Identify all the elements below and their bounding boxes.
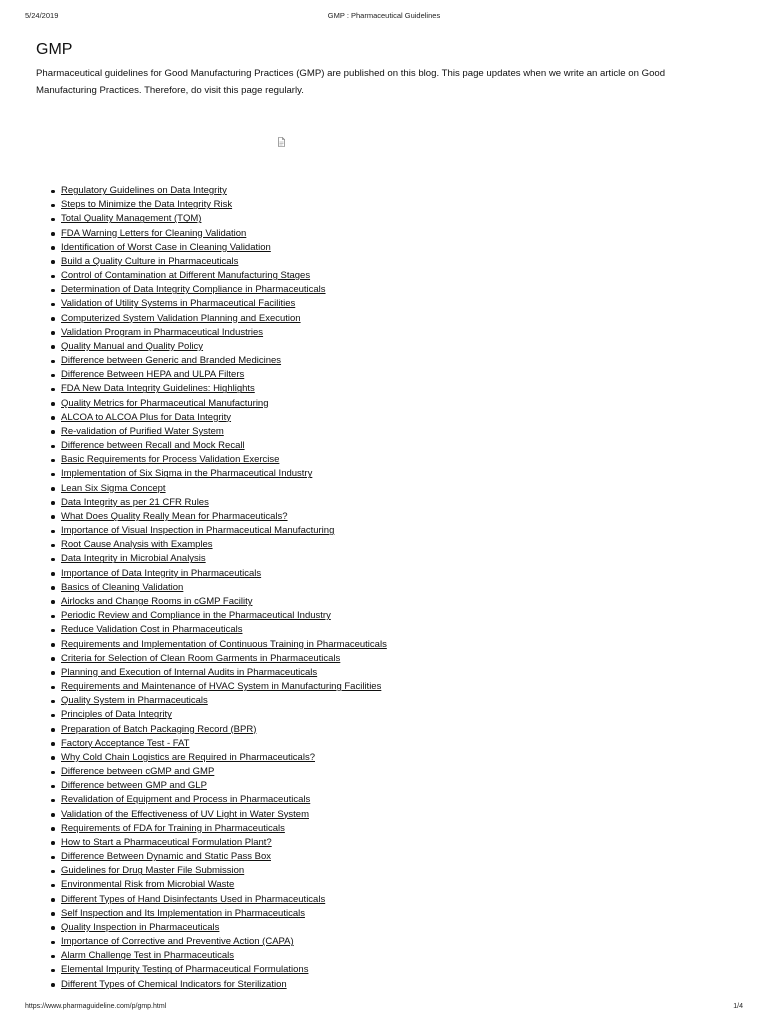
list-item xyxy=(61,595,387,609)
article-link[interactable]: Lean Six Sigma Concept xyxy=(61,482,166,494)
article-link[interactable]: Preparation of Batch Packaging Record (BPR) xyxy=(61,723,257,735)
list-item xyxy=(61,737,387,751)
list-item xyxy=(61,850,387,864)
list-item xyxy=(61,411,387,425)
article-link[interactable]: Airlocks and Change Rooms in cGMP Facility xyxy=(61,595,253,607)
article-link[interactable]: Reduce Validation Cost in Pharmaceuticals xyxy=(61,624,243,636)
article-link[interactable]: Requirements and Implementation of Continuous Training in Pharmaceuticals xyxy=(61,638,387,650)
list-item xyxy=(61,623,387,637)
list-item xyxy=(61,482,387,496)
article-link[interactable]: Difference between Recall and Mock Recall xyxy=(61,440,245,452)
list-item xyxy=(61,567,387,581)
article-link[interactable]: Alarm Challenge Test in Pharmaceuticals xyxy=(61,950,235,962)
list-item xyxy=(61,779,387,793)
list-item xyxy=(61,708,387,722)
article-link[interactable]: Requirements and Maintenance of HVAC System in Manufacturing Facilities xyxy=(61,681,382,693)
article-link[interactable]: Planning and Execution of Internal Audits in Pharmaceuticals xyxy=(61,666,318,678)
article-link[interactable]: Determination of Data Integrity Compliance in Pharmaceuticals xyxy=(61,284,326,296)
article-link[interactable]: Importance of Data Integrity in Pharmaceuticals xyxy=(61,567,262,579)
article-link[interactable]: Revalidation of Equipment and Process in Pharmaceuticals xyxy=(61,794,311,806)
list-item xyxy=(61,439,387,453)
list-item xyxy=(61,907,387,921)
article-link[interactable]: Difference between GMP and GLP xyxy=(61,780,207,792)
article-link[interactable]: Difference between cGMP and GMP xyxy=(61,766,215,778)
article-link[interactable]: Requirements of FDA for Training in Pharmaceuticals xyxy=(61,822,285,834)
article-link[interactable]: Steps to Minimize the Data Integrity Risk xyxy=(61,199,233,211)
list-item xyxy=(61,496,387,510)
list-item xyxy=(61,921,387,935)
article-link[interactable]: ALCOA to ALCOA Plus for Data Integrity xyxy=(61,411,232,423)
article-link[interactable]: Re-validation of Purified Water System xyxy=(61,425,224,437)
article-link[interactable]: Identification of Worst Case in Cleaning Validation xyxy=(61,241,271,253)
list-item xyxy=(61,680,387,694)
article-link[interactable]: Guidelines for Drug Master File Submission xyxy=(61,865,245,877)
article-link[interactable]: What Does Quality Really Mean for Pharmaceuticals? xyxy=(61,510,288,522)
article-link[interactable]: FDA Warning Letters for Cleaning Validation xyxy=(61,227,247,239)
list-item xyxy=(61,425,387,439)
list-item xyxy=(61,793,387,807)
list-item xyxy=(61,808,387,822)
list-item xyxy=(61,878,387,892)
article-link[interactable]: Different Types of Hand Disinfectants Used in Pharmaceuticals xyxy=(61,893,326,905)
list-item xyxy=(61,227,387,241)
document-icon xyxy=(278,137,285,147)
article-link[interactable]: Data Integrity as per 21 CFR Rules xyxy=(61,496,209,508)
list-item xyxy=(61,723,387,737)
print-header xyxy=(25,11,743,23)
article-link[interactable]: Control of Contamination at Different Manufacturing Stages xyxy=(61,270,311,282)
article-link[interactable]: Environmental Risk from Microbial Waste xyxy=(61,879,235,891)
article-link[interactable]: Data Integrity in Microbial Analysis xyxy=(61,553,206,565)
article-link[interactable]: Quality Manual and Quality Policy xyxy=(61,340,204,352)
article-link[interactable]: Why Cold Chain Logistics are Required in Pharmaceuticals? xyxy=(61,751,315,763)
list-item xyxy=(61,524,387,538)
article-link[interactable]: Validation Program in Pharmaceutical Industries xyxy=(61,326,264,338)
list-item xyxy=(61,184,387,198)
print-date: 5/24/2019 xyxy=(25,11,59,20)
list-item xyxy=(61,255,387,269)
article-link[interactable]: Basics of Cleaning Validation xyxy=(61,581,184,593)
list-item xyxy=(61,893,387,907)
page-number: 1/4 xyxy=(733,1003,743,1010)
list-item xyxy=(61,368,387,382)
print-url: https://www.pharmaguideline.com/p/gmp.html xyxy=(25,1003,167,1010)
article-link[interactable]: Quality Metrics for Pharmaceutical Manufacturing xyxy=(61,397,269,409)
article-link[interactable]: Implementation of Six Sigma in the Pharmaceutical Industry xyxy=(61,468,313,480)
article-link[interactable]: Factory Acceptance Test - FAT xyxy=(61,737,190,749)
list-item xyxy=(61,638,387,652)
list-item xyxy=(61,581,387,595)
article-link[interactable]: Quality Inspection in Pharmaceuticals xyxy=(61,921,220,933)
list-item xyxy=(61,538,387,552)
article-link[interactable]: Computerized System Validation Planning and Execution xyxy=(61,312,301,324)
article-link[interactable]: Regulatory Guidelines on Data Integrity xyxy=(61,185,227,196)
list-item xyxy=(61,312,387,326)
article-link[interactable]: Difference Between HEPA and ULPA Filters xyxy=(61,369,245,381)
article-link[interactable]: Difference between Generic and Branded Medicines xyxy=(61,355,282,367)
article-link[interactable]: Importance of Corrective and Preventive Action (CAPA) xyxy=(61,936,294,948)
article-link[interactable]: Principles of Data Integrity xyxy=(61,709,172,721)
list-item xyxy=(61,552,387,566)
article-link[interactable]: Quality System in Pharmaceuticals xyxy=(61,695,208,707)
list-item xyxy=(61,326,387,340)
article-link[interactable]: How to Start a Pharmaceutical Formulation Plant? xyxy=(61,836,272,848)
intro-paragraph: Pharmaceutical guidelines for Good Manufacturing Practices (GMP) are published on this blog. This page updates when we write an article on Good Manufacturing Practices. Therefore, do visit this page regularly. xyxy=(36,68,666,96)
article-list xyxy=(61,184,387,992)
list-item xyxy=(61,694,387,708)
page-title: GMP xyxy=(36,41,73,58)
list-item xyxy=(61,652,387,666)
list-item xyxy=(61,949,387,963)
article-link[interactable]: Criteria for Selection of Clean Room Garments in Pharmaceuticals xyxy=(61,652,341,664)
list-item xyxy=(61,864,387,878)
article-link[interactable]: Self Inspection and Its Implementation in Pharmaceuticals xyxy=(61,907,305,919)
list-item xyxy=(61,453,387,467)
list-item xyxy=(61,340,387,354)
list-item xyxy=(61,354,387,368)
article-link[interactable]: Elemental Impurity Testing of Pharmaceutical Formulations xyxy=(61,964,309,976)
article-link[interactable]: Validation of the Effectiveness of UV Light in Water System xyxy=(61,808,310,820)
list-item xyxy=(61,467,387,481)
list-item xyxy=(61,510,387,524)
article-link[interactable]: FDA New Data Integrity Guidelines: Highlights xyxy=(61,383,255,395)
list-item xyxy=(61,963,387,977)
article-link[interactable]: Different Types of Chemical Indicators for Sterilization xyxy=(61,978,287,990)
list-item xyxy=(61,765,387,779)
list-item xyxy=(61,836,387,850)
print-footer xyxy=(25,1003,743,1015)
list-item xyxy=(61,212,387,226)
list-item xyxy=(61,822,387,836)
article-link[interactable]: Importance of Visual Inspection in Pharmaceutical Manufacturing xyxy=(61,525,335,537)
list-item xyxy=(61,397,387,411)
list-item xyxy=(61,297,387,311)
list-item xyxy=(61,978,387,992)
article-link[interactable]: Root Cause Analysis with Examples xyxy=(61,539,213,551)
article-link[interactable]: Total Quality Management (TQM) xyxy=(61,213,202,225)
print-page-title: GMP : Pharmaceutical Guidelines xyxy=(327,11,441,20)
article-link[interactable]: Periodic Review and Compliance in the Pharmaceutical Industry xyxy=(61,610,331,622)
list-item xyxy=(61,609,387,623)
article-link[interactable]: Validation of Utility Systems in Pharmaceutical Facilities xyxy=(61,298,296,310)
list-item xyxy=(61,382,387,396)
list-item xyxy=(61,269,387,283)
list-item xyxy=(61,198,387,212)
article-link[interactable]: Basic Requirements for Process Validation Exercise xyxy=(61,454,280,466)
list-item xyxy=(61,935,387,949)
list-item xyxy=(61,241,387,255)
list-item xyxy=(61,666,387,680)
list-item xyxy=(61,283,387,297)
article-link[interactable]: Build a Quality Culture in Pharmaceuticals xyxy=(61,255,239,267)
list-item xyxy=(61,751,387,765)
article-link[interactable]: Difference Between Dynamic and Static Pass Box xyxy=(61,851,271,863)
